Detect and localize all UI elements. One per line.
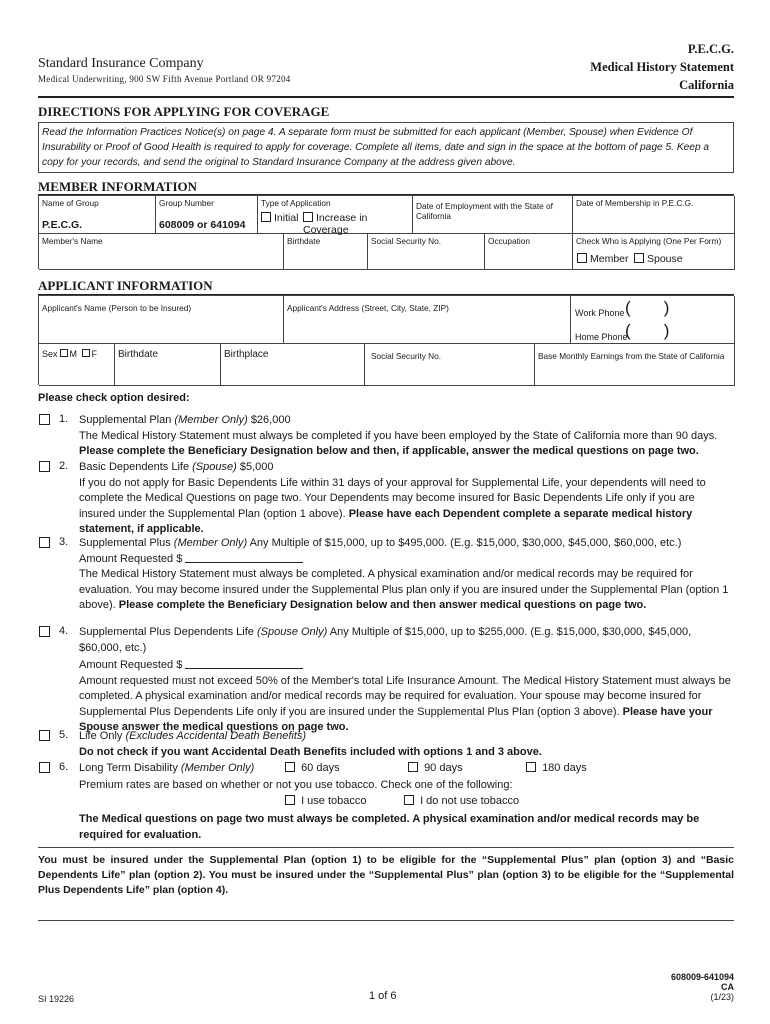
group-number-value: 608009 or 641094 — [159, 219, 246, 231]
member-ssn-cell[interactable] — [368, 234, 485, 270]
option-4-checkbox[interactable] — [39, 626, 50, 637]
option-5-checkbox[interactable] — [39, 730, 50, 741]
ltd-180-days-option[interactable] — [526, 761, 587, 777]
option-6-text — [79, 761, 733, 777]
option-3-qualifier: (Member Only) — [173, 537, 248, 549]
employment-date-cell[interactable] — [413, 196, 573, 234]
option-3-number: 3. — [59, 536, 69, 548]
option-1-qualifier: (Member Only) — [174, 414, 248, 426]
option-5-name: Life Only — [79, 730, 123, 742]
option-1-amount: $26,000 — [250, 414, 291, 426]
ltd-90-days-checkbox[interactable] — [408, 762, 418, 772]
header-divider — [38, 96, 734, 98]
option-6-name: Long Term Disability — [79, 762, 178, 774]
ltd-90-days-label: 90 days — [424, 762, 463, 774]
form-code-line2: CA — [721, 982, 734, 992]
option-3-amount-requested-label: Amount Requested $ — [79, 552, 183, 565]
option-3-text — [79, 536, 733, 614]
option-3-name: Supplemental Plus — [79, 537, 171, 549]
option-4-name: Supplemental Plus Dependents Life — [79, 626, 254, 638]
form-title-line3: California — [679, 78, 734, 92]
option-3-amount-input[interactable] — [185, 553, 303, 563]
earnings-label: Base Monthly Earnings from the State of California — [538, 351, 725, 361]
check-who-label: Check Who is Applying (One Per Form) — [576, 236, 722, 246]
option-4-number: 4. — [59, 625, 69, 637]
option-6-number: 6. — [59, 761, 69, 773]
option-2-text — [79, 460, 733, 538]
option-1-note: The Medical History Statement must always be completed if you have been employed by the State of California more than 90 days. — [79, 429, 718, 442]
option-5-number: 5. — [59, 729, 69, 741]
membership-date-label: Date of Membership in P.E.C.G. — [576, 198, 694, 208]
option-2-amount: $5,000 — [239, 461, 274, 473]
option-1-text — [79, 413, 733, 460]
ltd-60-days-option[interactable] — [285, 761, 340, 777]
form-title-line1: P.E.C.G. — [687, 42, 734, 56]
sex-m-label: M — [69, 349, 78, 359]
spouse-option-label: Spouse — [647, 253, 683, 265]
no-tobacco-option[interactable] — [404, 794, 519, 810]
option-2-note: If you do not apply for Basic Dependents Life within 31 days of your approval for Supplemental Life, your dependents will need to complete the Medical Questions on page two. Your Dependents may become insured for Basic Dependents Life only if you are insured under the Supplemental Plan (option 1 above). — [79, 476, 706, 520]
member-checkbox[interactable] — [577, 253, 587, 263]
member-applying-option[interactable] — [577, 253, 629, 265]
option-2-number: 2. — [59, 460, 69, 472]
option-3-instruction: Please complete the Beneficiary Designation below and then answer medical questions on page two. — [118, 599, 647, 611]
directions-title: DIRECTIONS FOR APPLYING FOR COVERAGE — [38, 104, 330, 119]
ltd-60-days-label: 60 days — [301, 762, 340, 774]
option-2-qualifier: (Spouse) — [192, 461, 237, 473]
group-number-label: Group Number — [159, 198, 214, 208]
option-4-text — [79, 625, 733, 736]
members-name-cell[interactable] — [39, 234, 284, 270]
option-4-amount-input[interactable] — [185, 659, 303, 669]
home-phone-label: Home Phone — [575, 332, 628, 342]
sex-f-checkbox[interactable] — [82, 349, 90, 357]
option-3-note: The Medical History Statement must always be completed. A physical examination and/or medical records may be required for evaluation. You may become insured under the Supplemental Plus plan only if you are insured under the Supplemental Plan (option 1 above). — [79, 568, 729, 611]
membership-date-cell[interactable] — [573, 196, 735, 234]
type-initial-option[interactable] — [261, 212, 299, 224]
no-tobacco-label: I do not use tobacco — [420, 795, 520, 807]
applicant-birthdate-label: Birthdate — [118, 349, 159, 360]
option-3-amount: Any Multiple of $15,000, up to $495,000. (E.g. $15,000, $30,000, $45,000, $60,000, etc.) — [249, 537, 682, 549]
name-of-group-value: P.E.C.G. — [42, 219, 83, 231]
option-1-checkbox[interactable] — [39, 414, 50, 425]
sex-m-checkbox[interactable] — [60, 349, 68, 357]
option-5-text — [79, 729, 733, 760]
sex-label: Sex — [42, 349, 58, 359]
work-phone-label: Work Phone — [575, 308, 625, 318]
company-address: Medical Underwriting, 900 SW Fifth Avenue Portland OR 97204 — [38, 74, 291, 84]
eligibility-note: You must be insured under the Supplemental Plan (option 1) to be eligible for the “Supplemental Plus” plan (option 3) and “Basic Dependents Life” plan (option 2). You must be insured under the “Supplemental Plus” plan (option 3) to be eligible for the “Supplemental Plus Dependents Life” plan (option 4). — [38, 854, 734, 896]
increase-label: Increase in Coverage — [303, 212, 368, 236]
page-number: 1 of 6 — [369, 990, 397, 1002]
option-1-name: Supplemental Plan — [79, 414, 172, 426]
directions-text: Read the Information Practices Notice(s) on page 4. A separate form must be submitted for each applicant (Member, Spouse) when Evidence Of Insurability or Proof of Good Health is required to apply for coverage. Complete all items, date and sign in the space at the bottom of page 5. Keep a copy for your records, and send the original to Standard Insurance Company at the address given above. — [38, 122, 734, 173]
home-phone-field[interactable]: ( ) — [625, 321, 670, 340]
applicant-section-title: APPLICANT INFORMATION — [38, 278, 213, 293]
option-2-instruction: Please have each Dependent complete a separate medical history statement, if applicable. — [79, 507, 693, 535]
applicant-address-label: Applicant's Address (Street, City, State, ZIP) — [287, 303, 449, 313]
uses-tobacco-label: I use tobacco — [301, 795, 367, 807]
option-4-qualifier: (Spouse Only) — [256, 626, 328, 638]
ltd-180-days-checkbox[interactable] — [526, 762, 536, 772]
type-of-application-cell — [258, 196, 413, 234]
name-of-group-label: Name of Group — [42, 198, 99, 208]
birthplace-label: Birthplace — [224, 349, 269, 360]
occupation-label: Occupation — [488, 236, 530, 246]
form-code — [671, 972, 734, 1002]
applicant-ssn-cell[interactable] — [365, 344, 535, 386]
option-5-qualifier: (Excludes Accidental Death Benefits) — [125, 730, 307, 742]
form-code-line1: 608009-641094 — [670, 972, 734, 982]
option-3-checkbox[interactable] — [39, 537, 50, 548]
ltd-180-days-label: 180 days — [542, 762, 587, 774]
company-name: Standard Insurance Company — [38, 56, 204, 71]
no-tobacco-checkbox[interactable] — [404, 795, 414, 805]
option-4-instruction: Please have your Spouse answer the medical questions on page two. — [79, 705, 713, 733]
group-number-cell — [156, 196, 258, 234]
check-who-cell — [573, 234, 735, 270]
earnings-cell[interactable] — [535, 344, 735, 386]
type-of-application-label: Type of Application — [261, 198, 331, 208]
option-4-amount: Any Multiple of $15,000, up to $255,000. (E.g. $15,000, $30,000, $45,000, $60,000, etc.) — [79, 626, 692, 654]
form-title-line2: Medical History Statement — [590, 60, 734, 74]
bottom-divider — [38, 920, 734, 921]
applicant-info-grid — [38, 295, 734, 385]
option-5-instruction: Do not check if you want Accidental Death Benefits included with options 1 and 3 above. — [79, 745, 542, 758]
medical-questions-note: The Medical questions on page two must always be completed. A physical examination and/or medical records may be required for evaluation. — [79, 813, 700, 841]
spouse-applying-option[interactable] — [634, 253, 683, 265]
initial-label: Initial — [274, 212, 299, 224]
sex-f-label: F — [91, 349, 98, 359]
member-birthdate-label: Birthdate — [287, 236, 321, 246]
option-4-amount-requested-label: Amount Requested $ — [79, 659, 183, 671]
premium-note: Premium rates are based on whether or not you use tobacco. Check one of the following: — [79, 779, 513, 791]
option-2-checkbox[interactable] — [39, 461, 50, 472]
uses-tobacco-checkbox[interactable] — [285, 795, 295, 805]
option-6-qualifier: (Member Only) — [180, 762, 255, 774]
option-6-checkbox[interactable] — [39, 762, 50, 773]
applicant-ssn-label: Social Security No. — [371, 351, 442, 361]
phone-cell — [571, 296, 735, 344]
option-4-note: Amount requested must not exceed 50% of the Member's total Life Insurance Amount. The Medical History Statement must always be completed. A physical examination and/or medical records may be required for evaluation. Your spouse may become insured for Supplemental Plus Dependents Life only if you are insured under the Supplemental Plus Plan (option 3 above). — [79, 674, 731, 718]
form-title — [590, 40, 734, 94]
member-info-grid — [38, 195, 734, 269]
ltd-60-days-checkbox[interactable] — [285, 762, 295, 772]
ltd-90-days-option[interactable] — [408, 761, 463, 777]
sex-cell — [39, 344, 115, 386]
applicant-name-label: Applicant's Name (Person to be Insured) — [42, 303, 192, 313]
uses-tobacco-option[interactable] — [285, 794, 367, 810]
type-increase-option[interactable] — [303, 212, 412, 236]
increase-checkbox[interactable] — [303, 212, 313, 222]
member-option-label: Member — [590, 253, 629, 265]
form-id: SI 19226 — [38, 994, 75, 1004]
option-2-name: Basic Dependents Life — [79, 461, 190, 473]
member-birthdate-cell[interactable] — [284, 234, 368, 270]
birthplace-cell[interactable] — [221, 344, 365, 386]
employment-date-label: Date of Employment with the State of California — [416, 201, 553, 221]
spouse-checkbox[interactable] — [634, 253, 644, 263]
applicant-name-cell[interactable] — [39, 296, 284, 344]
applicant-birthdate-cell[interactable] — [115, 344, 221, 386]
member-ssn-label: Social Security No. — [371, 236, 442, 246]
applicant-address-cell[interactable] — [284, 296, 571, 344]
initial-checkbox[interactable] — [261, 212, 271, 222]
form-code-line3: (1/23) — [710, 992, 734, 1002]
members-name-label: Member's Name — [42, 236, 103, 246]
option-1-number: 1. — [59, 413, 69, 425]
member-section-title: MEMBER INFORMATION — [38, 179, 198, 194]
eligibility-divider — [38, 847, 734, 848]
options-prompt: Please check option desired: — [38, 392, 190, 404]
work-phone-field[interactable]: ( ) — [625, 298, 670, 317]
name-of-group-cell — [39, 196, 156, 234]
option-1-instruction: Please complete the Beneficiary Designation below and then, if applicable, answer the medical questions on page two. — [79, 445, 699, 457]
occupation-cell[interactable] — [485, 234, 573, 270]
